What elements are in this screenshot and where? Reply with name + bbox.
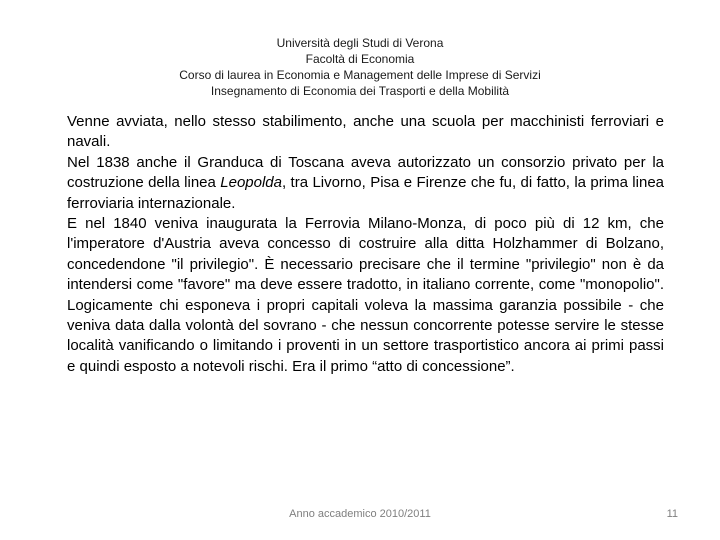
paragraph-2-italic: Leopolda (220, 174, 282, 192)
paragraph-2-text-b: , tra Livorno, Pisa e Firenze che fu, di fatto, la prima linea ferroviaria internazionale. (67, 174, 665, 212)
paragraph-3: E nel 1840 veniva inaugurata la Ferrovia Milano-Monza, di poco più di 12 km, che l'imperatore d'Austria aveva concesso di costruire alla ditta Holzhammer di Bolzano, concedendone "il privilegio". È necessario precisare che il termine "privilegio" non è da intendersi come "favore" ma deve essere tradotto, in italiano corrente, come "monopolio". Logicamente chi esponeva i propri capitali voleva la massima garanzia possibile - che veniva data dalla volontà del sovrano - che nessun concorrente potesse servire le stesse località vanificando o limitando i proventi in un settore trasportistico ancora ai primi passi e quindi esposto a notevoli rischi. Era il primo “atto di concessione”. (67, 215, 664, 375)
footer-academic-year: Anno accademico 2010/2011 (289, 508, 431, 520)
paragraph-2 (67, 153, 664, 214)
degree-course: Corso di laurea in Economia e Management delle Imprese di Servizi (179, 68, 541, 82)
paragraph-2-text-a: Nel 1838 anche il Granduca di Toscana aveva autorizzato un consorzio privato per la costruzione della linea (67, 153, 664, 192)
faculty-name: Facoltà di Economia (305, 52, 415, 66)
slide-header (0, 35, 720, 99)
university-name: Università degli Studi di Verona (276, 36, 444, 50)
slide-body (67, 112, 664, 377)
paragraph-1: Venne avviata, nello stesso stabilimento, anche una scuola per macchinisti ferroviari e navali. (67, 113, 664, 151)
page-number: 11 (666, 508, 678, 520)
course-subject: Insegnamento di Economia dei Trasporti e della Mobilità (210, 84, 510, 98)
